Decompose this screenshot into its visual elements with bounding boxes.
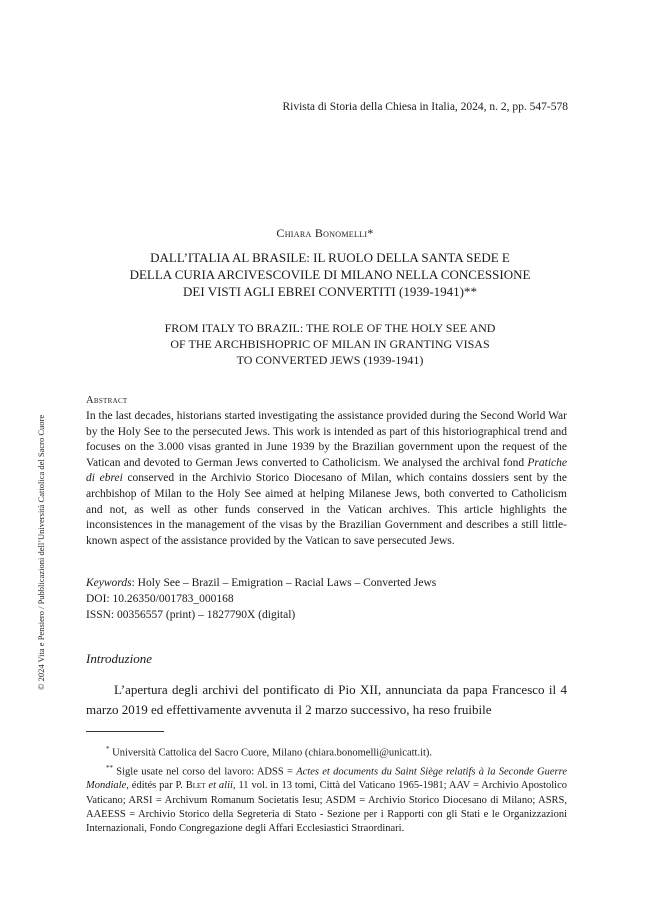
section-heading-introduzione: Introduzione: [86, 651, 152, 666]
author-name: Chiara Bonomelli*: [276, 226, 374, 240]
title-italian: [95, 249, 565, 300]
keywords-line: [86, 575, 567, 591]
title-italian-line-2: DELLA CURIA ARCIVESCOVILE DI MILANO NELLA CONCESSIONE: [129, 267, 531, 282]
footnote-2-italic-title: Actes et documents du Saint Siège relatifs à la Seconde Guerre Mondiale: [86, 766, 567, 792]
footnote-2-text-b: , édités par P.: [126, 780, 186, 792]
title-italian-line-1: DALL’ITALIA AL BRASILE: IL RUOLO DELLA SANTA SEDE E: [150, 250, 510, 265]
keywords-list: : Holy See – Brazil – Emigration – Racial Laws – Converted Jews: [131, 577, 437, 589]
footnotes: [86, 742, 567, 836]
journal-citation: Rivista di Storia della Chiesa in Italia, 2024, n. 2, pp. 547-578: [282, 101, 568, 113]
introduction-paragraph: L’apertura degli archivi del pontificato di Pio XII, annunciata da papa Francesco il 4 marzo 2019 ed effettivamente avvenuta il 2 marzo successivo, ha reso fruibile: [86, 682, 567, 717]
footnote-1-text: Università Cattolica del Sacro Cuore, Milano (chiara.bonomelli@unicatt.it).: [109, 747, 433, 759]
title-english: [115, 320, 545, 368]
abstract-text: [86, 409, 567, 549]
abstract-text-part-1: In the last decades, historians started investigating the assistance provided during the Second World War by the Holy See to the persecuted Jews. This work is intended as part of this historiographical trend and focuses on the 3.000 visas granted in June 1939 by the Brazilian government upon the request of the Vatican and devoted to German Jews converted to Catholicism. We analysed the archival fond: [86, 410, 567, 469]
title-english-line-2: OF THE ARCHBISHOPRIC OF MILAN IN GRANTING VISAS: [170, 337, 490, 351]
footnote-separator: [86, 731, 164, 732]
doi-line: DOI: 10.26350/001783_000168: [86, 593, 234, 605]
footnote-2: [86, 761, 567, 837]
side-copyright-notice: © 2024 Vita e Pensiero / Pubblicazioni dell’Università Cattolica del Sacro Cuore: [36, 414, 46, 690]
footnote-2-text-c: , 11 vol. in 13 tomi, Città del Vaticano 1965-1981; AAV = Archivio Apostolico Vaticano; ARSI = Archivum Romanum Societatis Iesu; ASDM = Archivio Storico Diocesano di Milano; ASRS, AAEESS = Archivio Storico della Segreteria di Stato - Sezione per i Rapporti con gli Stati e le Organizzazioni Internazionali, Fondo Congregazione degli Affari Ecclesiastici Straordinari.: [86, 780, 567, 835]
title-italian-line-3: DEI VISTI AGLI EBREI CONVERTITI (1939-1941)**: [183, 284, 477, 299]
footnote-2-editor-name: Blet: [185, 780, 206, 792]
footnote-1-marker: *: [106, 745, 110, 753]
footnote-2-marker: **: [106, 763, 113, 772]
article-metadata: [86, 575, 567, 623]
issn-line: ISSN: 00356557 (print) – 1827790X (digital): [86, 609, 296, 621]
footnote-1: [86, 742, 567, 761]
abstract-heading: Abstract: [86, 395, 128, 406]
footnote-2-text-a: Sigle usate nel corso del lavoro: ADSS =: [113, 766, 297, 778]
title-english-line-1: FROM ITALY TO BRAZIL: THE ROLE OF THE HOLY SEE AND: [164, 321, 496, 335]
abstract-fond-title: Pratiche di ebrei: [86, 456, 567, 485]
abstract-text-part-2: conserved in the Archivio Storico Diocesano of Milan, which contains dossiers sent by the archbishop of Milan to the Holy See aimed at helping Milanese Jews, both converted to Catholicism and not, as well as other funds conserved in the Vatican archives. This article highlights the inconsistences in the management of the visas by the Brazilian Government and describes a still little-known aspect of the assistance provided by the Vatican to save persecuted Jews.: [86, 472, 567, 547]
footnote-2-et-alii: et alii: [205, 780, 233, 792]
keywords-label: Keywords: [86, 577, 132, 589]
title-english-line-3: TO CONVERTED JEWS (1939-1941): [236, 353, 424, 367]
